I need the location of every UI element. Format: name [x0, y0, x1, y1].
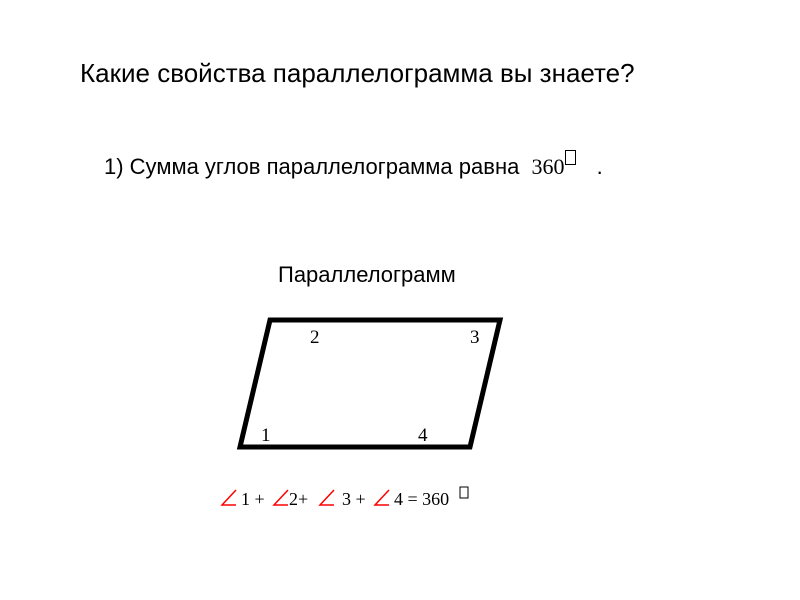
angle-label-4: 4	[418, 425, 428, 446]
formula-term-3: 3 +	[342, 489, 366, 509]
angle-sign-icon	[375, 490, 389, 505]
angle-label-1: 1	[261, 425, 271, 446]
formula-term-2: 2+	[289, 489, 309, 509]
angle-sign-icon	[274, 490, 288, 505]
formula-term-1: 1 +	[241, 489, 265, 509]
angle-label-2: 2	[310, 327, 320, 348]
formula-term-4: 4 = 360	[394, 489, 450, 509]
property-text: 1) Сумма углов параллелограмма равна	[104, 154, 520, 179]
figure-label: Параллелограмм	[278, 262, 456, 287]
angle-label-3: 3	[470, 327, 480, 348]
property-period: .	[596, 154, 603, 179]
property-value-number: 360	[531, 154, 565, 179]
degree-placeholder-box	[460, 487, 468, 498]
angle-sum-formula	[222, 487, 468, 509]
angle-sign-icon	[222, 490, 236, 505]
angle-sign-icon	[320, 490, 334, 505]
parallelogram-shape	[240, 320, 500, 447]
slide-title: Какие свойства параллелограмма вы знаете?	[80, 58, 635, 88]
